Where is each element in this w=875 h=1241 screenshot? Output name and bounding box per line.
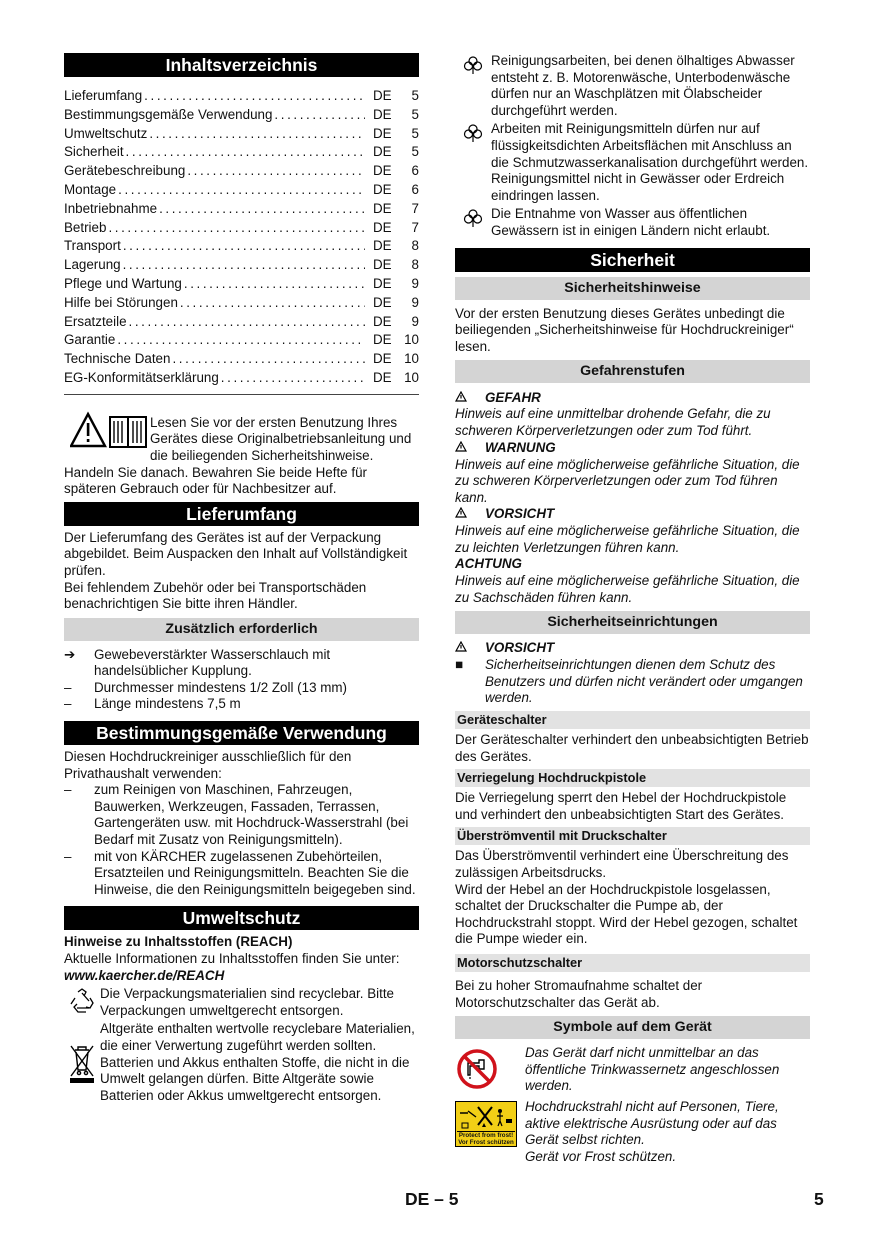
- toc-entry-lang: DE: [373, 125, 392, 141]
- einr-text: Sicherheitseinrichtungen dienen dem Schutz des Benutzers und dürfen nicht verändert oder umgangen werden.: [485, 657, 803, 706]
- toc-entry-title: Lagerung: [64, 257, 121, 273]
- toc-entry-lang: DE: [373, 313, 392, 329]
- toc-entry-title: Garantie: [64, 332, 116, 348]
- toc-entry-lang: DE: [373, 219, 392, 235]
- square-bullet: ■: [455, 657, 464, 673]
- recycle-row: [64, 986, 419, 1019]
- toc-entry-title: Transport: [64, 238, 121, 254]
- warnung-text: Hinweis auf eine möglicherweise gefährliche Situation, die zu schweren Körperverletzungen oder zum Tod führen kann.: [455, 456, 800, 505]
- toc-entry-title: Ersatzteile: [64, 313, 127, 329]
- toc-entry-title: Pflege und Wartung: [64, 275, 182, 291]
- toc-entry[interactable]: [64, 350, 419, 369]
- list-marker: ➔: [64, 646, 76, 662]
- symbol-2-text-2: Gerät vor Frost schützen.: [525, 1148, 677, 1164]
- toc-entry[interactable]: [64, 106, 419, 125]
- toc-entry-title: Montage: [64, 181, 117, 197]
- environment-item: [455, 53, 810, 119]
- warning-triangle-icon: [455, 440, 485, 457]
- environment-text: Reinigungsarbeiten, bei denen ölhaltiges Abwasser entsteht z. B. Motorenwäsche, Unterbodenwäsche dürfen nur an Waschplätzen mit Ölabscheider durchgeführt werden.: [491, 53, 795, 118]
- toc-leader-dots: [121, 256, 365, 275]
- toc-entry-page: 7: [411, 200, 419, 216]
- toc-entry-lang: DE: [373, 106, 392, 122]
- no-spray-frost-icon: [455, 1099, 525, 1165]
- symbole-heading: Symbole auf dem Gerät: [455, 1016, 810, 1039]
- toc-entry-page: 9: [411, 275, 419, 291]
- environment-item: [455, 206, 810, 239]
- toc-leader-dots: [272, 106, 365, 125]
- warning-triangle-icon: [455, 506, 485, 523]
- toc-entry[interactable]: [64, 143, 419, 162]
- toc-entry-page: 10: [404, 332, 419, 348]
- toc-entry-page: 10: [404, 351, 419, 367]
- toc-entry-page: 10: [404, 369, 419, 385]
- toc-entry-title: Umweltschutz: [64, 125, 148, 141]
- toc-entry[interactable]: [64, 200, 419, 219]
- einr-vorsicht-label: [455, 640, 810, 657]
- toc-entry[interactable]: [64, 125, 419, 144]
- motorschutz-heading: Motorschutzschalter: [455, 954, 810, 972]
- toc-leader-dots: [115, 331, 365, 350]
- list-marker: –: [64, 782, 72, 798]
- toc-entry-title: Lieferumfang: [64, 88, 143, 103]
- toc-entry[interactable]: [64, 181, 419, 200]
- list-item: [64, 782, 419, 848]
- toc-leader-dots: [147, 125, 365, 144]
- geraeteschalter-text: Der Geräteschalter verhindert den unbeabsichtigten Betrieb des Gerätes.: [455, 732, 809, 764]
- intro-block: [64, 415, 419, 498]
- environment-text: Arbeiten mit Reinigungsmitteln dürfen nur auf flüssigkeitsdichten Arbeitsflächen mit Anschluss an die Schmutzwasserkanalisation durchgeführt werden. Reinigungsmittel nicht in Gewässer oder Erdreich eindringen lassen.: [491, 121, 809, 203]
- toc-entry[interactable]: [64, 256, 419, 275]
- footer-page-number: 5: [814, 1189, 824, 1209]
- toc-entry[interactable]: [64, 275, 419, 294]
- environment-text: Die Entnahme von Wasser aus öffentlichen Gewässern ist in einigen Ländern nicht erlaubt.: [491, 206, 771, 238]
- vorsicht-label-text: VORSICHT: [485, 506, 555, 522]
- toc-leader-dots: [127, 313, 365, 332]
- list-item-text: Durchmesser mindestens 1/2 Zoll (13 mm): [94, 679, 348, 695]
- no-drinking-water-icon: [455, 1045, 525, 1095]
- right-column: [455, 53, 810, 1165]
- lieferumfang-p1: Der Lieferumfang des Gerätes ist auf der Verpackung abgebildet. Beim Auspacken den Inhalt auf Vollständigkeit prüfen.: [64, 529, 408, 578]
- toc-entry-title: Gerätebeschreibung: [64, 163, 186, 179]
- ueberstroemventil-heading: Überströmventil mit Druckschalter: [455, 827, 810, 845]
- toc-leader-dots: [170, 350, 365, 369]
- symbol-row-1: [455, 1045, 810, 1095]
- list-item: [64, 680, 419, 697]
- toc-entry[interactable]: [64, 87, 419, 106]
- weee-row: [64, 1021, 419, 1104]
- intro-text: Lesen Sie vor der ersten Benutzung Ihres Gerätes diese Originalbetriebsanleitung und die beiliegenden Sicherheitshinweise.: [150, 414, 412, 463]
- toc-entry[interactable]: [64, 294, 419, 313]
- sicherheitshinweise-text: Vor der ersten Benutzung dieses Gerätes unbedingt die beiliegenden „Sicherheitshinweise für Hochdruckreiniger“ lesen.: [455, 305, 794, 354]
- achtung-text: Hinweis auf eine möglicherweise gefährliche Situation, die zu Sachschäden führen kann.: [455, 573, 800, 605]
- symbol-2-texts: [525, 1099, 810, 1165]
- frost-label: [457, 1131, 515, 1145]
- environment-icon: [455, 206, 491, 239]
- environment-icon: [455, 53, 491, 119]
- vorsicht-label: [455, 506, 810, 523]
- toc-leader-dots: [116, 181, 365, 200]
- verwendung-list: [64, 782, 419, 898]
- toc-leader-dots: [124, 143, 365, 162]
- motorschutz-text: Bei zu hoher Stromaufnahme schaltet der Motorschutzschalter das Gerät ab.: [455, 977, 703, 1010]
- toc-entry-page: 7: [411, 219, 419, 235]
- toc-leader-dots: [185, 162, 365, 181]
- toc-entry-lang: DE: [373, 238, 392, 254]
- toc-entry-page: 8: [411, 257, 419, 273]
- toc-entry-title: Sicherheit: [64, 144, 124, 160]
- reach-text: Aktuelle Informationen zu Inhaltsstoffen finden Sie unter:: [64, 951, 400, 966]
- frost-label-de: Vor Frost schützen: [458, 1138, 514, 1146]
- toc-entry-page: 5: [411, 106, 419, 122]
- verriegelung-text: Die Verriegelung sperrt den Hebel der Hochdruckpistole und verhindert den unbeabsichtigten Start des Gerätes.: [455, 790, 787, 822]
- toc-heading: Inhaltsverzeichnis: [64, 53, 419, 77]
- toc-entry-title: EG-Konformitätserklärung: [64, 369, 219, 385]
- toc-entry-page: 6: [411, 163, 419, 179]
- environment-item: [455, 121, 810, 204]
- ueberstroemventil-p1: Das Überströmventil verhindert eine Überschreitung des zulässigen Arbeitsdrucks.: [455, 848, 789, 880]
- toc-entry-page: 8: [411, 238, 419, 254]
- toc-entry-title: Hilfe bei Störungen: [64, 294, 178, 310]
- divider: [64, 394, 419, 395]
- lieferumfang-p2: Bei fehlendem Zubehör oder bei Transportschäden benachrichtigen Sie bitte ihren Händler.: [64, 579, 367, 612]
- einr-vorsicht-text: VORSICHT: [485, 640, 555, 656]
- warning-triangle-icon: [455, 640, 485, 657]
- toc-entry[interactable]: [64, 219, 419, 238]
- toc-entry-lang: DE: [373, 181, 392, 197]
- gefahr-label: [455, 389, 810, 406]
- lieferumfang-heading: Lieferumfang: [64, 502, 419, 526]
- weee-icon: [64, 1021, 100, 1104]
- sicherheitshinweise-heading: Sicherheitshinweise: [455, 277, 810, 300]
- weee-text: Altgeräte enthalten wertvolle recyclebare Materialien, die einer Verwertung zugeführt werden sollten. Batterien und Akkus enthalten Stoffe, die nicht in die Umwelt gelangen dürfen. Bitte Altgeräte sowie Batterien oder Akkus umweltgerecht entsorgen.: [100, 1021, 415, 1103]
- toc-entry[interactable]: [64, 162, 419, 181]
- verwendung-heading: Bestimmungsgemäße Verwendung: [64, 721, 419, 745]
- symbol-2-text: Hochdruckstrahl nicht auf Personen, Tiere, aktive elektrische Ausrüstung oder auf das Gerät selbst richten.: [525, 1098, 779, 1148]
- reach-url[interactable]: www.kaercher.de/REACH: [64, 967, 225, 983]
- toc-leader-dots: [106, 219, 365, 238]
- warning-triangle-icon: [455, 390, 485, 407]
- toc-leader-dots: [157, 200, 365, 219]
- toc-entry-title: Inbetriebnahme: [64, 200, 158, 216]
- list-item-text: zum Reinigen von Maschinen, Fahrzeugen, Bauwerken, Werkzeugen, Fassaden, Terrassen, Gartengeräten usw. mit Hochdruck-Wasserstrahl (bei Bedarf mit Zusatz von Reinigungsmitteln).: [94, 782, 409, 848]
- toc-entry-title: Technische Daten: [64, 351, 171, 367]
- environment-icon: [455, 121, 491, 204]
- zusaetzlich-list: [64, 647, 419, 713]
- toc-entry-lang: DE: [373, 275, 392, 291]
- toc-entry-page: 5: [411, 88, 419, 103]
- zusaetzlich-heading: Zusätzlich erforderlich: [64, 618, 419, 641]
- reach-heading: Hinweise zu Inhaltsstoffen (REACH): [64, 934, 293, 950]
- umwelt-heading: Umweltschutz: [64, 906, 419, 930]
- toc-entry[interactable]: [64, 331, 419, 350]
- verwendung-p1: Diesen Hochdruckreiniger ausschließlich für den Privathaushalt verwenden:: [64, 749, 352, 781]
- list-item-text: mit von KÄRCHER zugelassenen Zubehörteilen, Ersatzteilen und Reinigungsmitteln. Beachten Sie die Hinweise, die den Reinigungsmitteln beigegeben sind.: [94, 848, 416, 897]
- frost-label-en: Protect from frost!: [458, 1131, 514, 1139]
- vorsicht-text: Hinweis auf eine möglicherweise gefährliche Situation, die zu leichten Verletzungen führen kann.: [455, 523, 800, 555]
- warnung-label: [455, 440, 810, 457]
- toc-leader-dots: [142, 87, 365, 106]
- warning-sticker: [455, 1101, 517, 1147]
- warnung-label-text: WARNUNG: [485, 439, 556, 455]
- toc-entry[interactable]: [64, 369, 419, 388]
- toc-entry-page: 9: [411, 294, 419, 310]
- list-item-text: Länge mindestens 7,5 m: [94, 696, 241, 712]
- list-marker: –: [64, 696, 72, 712]
- toc-leader-dots: [178, 294, 365, 313]
- achtung-label: ACHTUNG: [455, 556, 522, 572]
- toc-entry-lang: DE: [373, 351, 392, 367]
- toc-entry-page: 5: [411, 144, 419, 160]
- sicherheitseinrichtungen-heading: Sicherheitseinrichtungen: [455, 611, 810, 634]
- toc-leader-dots: [182, 275, 365, 294]
- toc-entry-lang: DE: [373, 163, 392, 179]
- toc-entry-page: 9: [411, 313, 419, 329]
- list-item: [64, 647, 419, 680]
- left-column: [64, 53, 419, 1106]
- symbol-1-text: Das Gerät darf nicht unmittelbar an das öffentliche Trinkwassernetz angeschlossen werden.: [525, 1045, 780, 1094]
- toc-leader-dots: [219, 369, 365, 388]
- gefahrenstufen-heading: Gefahrenstufen: [455, 360, 810, 383]
- toc-entry-title: Betrieb: [64, 219, 107, 235]
- toc-entry-page: 6: [411, 181, 419, 197]
- toc-entry-lang: DE: [373, 294, 392, 310]
- environment-list: [455, 53, 810, 240]
- toc-entry-page: 5: [411, 125, 419, 141]
- sicherheit-heading: Sicherheit: [455, 248, 810, 272]
- verriegelung-heading: Verriegelung Hochdruckpistole: [455, 769, 810, 787]
- toc-entry[interactable]: [64, 313, 419, 332]
- list-marker: –: [64, 848, 72, 864]
- list-marker: –: [64, 679, 72, 695]
- gefahr-label-text: GEFAHR: [485, 389, 541, 405]
- toc-entry-title: Bestimmungsgemäße Verwendung: [64, 106, 273, 122]
- table-of-contents: [64, 87, 419, 388]
- toc-entry-lang: DE: [373, 88, 392, 103]
- einr-bullet-item: [455, 657, 810, 707]
- symbol-row-2: [455, 1099, 810, 1165]
- toc-entry-lang: DE: [373, 332, 392, 348]
- list-item: [64, 849, 419, 899]
- read-manual-icon: [70, 411, 148, 451]
- toc-entry-lang: DE: [373, 200, 392, 216]
- gefahr-text: Hinweis auf eine unmittelbar drohende Gefahr, die zu schweren Körperverletzungen oder zum Tod führt.: [455, 406, 771, 438]
- toc-leader-dots: [121, 237, 365, 256]
- ueberstroemventil-p2: Wird der Hebel an der Hochdruckpistole losgelassen, schaltet der Druckschalter die Pumpe ab, der Hochdruckstrahl stoppt. Wird der Hebel gezogen, schaltet die Pumpe wieder ein.: [455, 881, 798, 947]
- recycle-icon: [64, 986, 100, 1019]
- geraeteschalter-heading: Geräteschalter: [455, 711, 810, 729]
- toc-entry-lang: DE: [373, 369, 392, 385]
- toc-entry[interactable]: [64, 237, 419, 256]
- recycle-text: Die Verpackungsmaterialien sind recyclebar. Bitte Verpackungen umweltgerecht entsorgen.: [100, 986, 394, 1018]
- list-item: [64, 696, 419, 713]
- toc-entry-lang: DE: [373, 144, 392, 160]
- intro-text-2: Handeln Sie danach. Bewahren Sie beide Hefte für späteren Gebrauch oder für Nachbesitzer auf.: [64, 464, 367, 497]
- toc-entry-lang: DE: [373, 257, 392, 273]
- list-item-text: Gewebeverstärkter Wasserschlauch mit handelsüblicher Kupplung.: [94, 646, 331, 679]
- footer-page-label: DE – 5: [405, 1189, 459, 1209]
